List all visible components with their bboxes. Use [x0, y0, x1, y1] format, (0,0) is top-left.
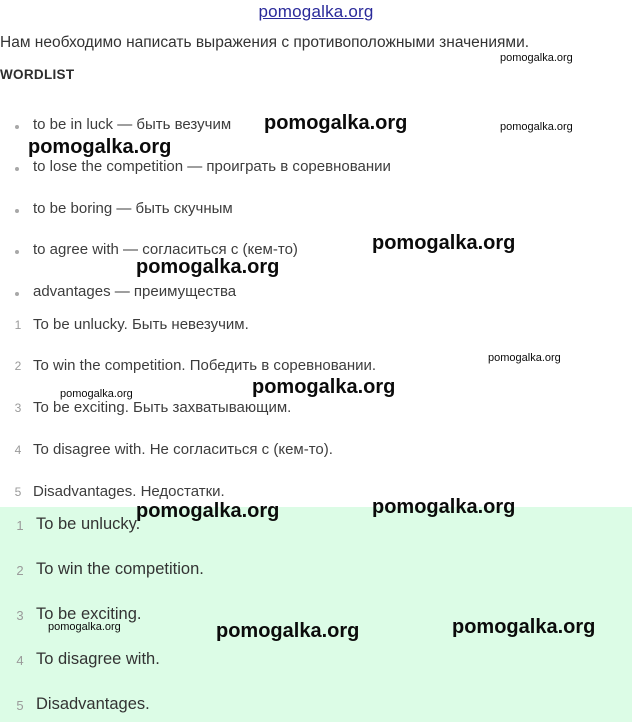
translation-text: To win the competition. Победить в соревновании. [33, 357, 377, 374]
watermark: pomogalka.org [372, 496, 516, 518]
watermark: pomogalka.org [500, 121, 573, 133]
watermark: pomogalka.org [372, 232, 516, 254]
answer-text: To win the competition. [36, 560, 204, 578]
item-number: 3 [16, 608, 24, 623]
answer-text: To disagree with. [36, 650, 160, 668]
wordlist-item-text: to agree with — согласиться с (кем-то) [33, 241, 298, 258]
bullet-icon [15, 125, 19, 129]
answer-text: To be exciting. [36, 605, 142, 623]
item-number: 5 [14, 485, 22, 499]
answer-text: To be unlucky. [36, 515, 141, 533]
wordlist-heading: WORDLIST [0, 67, 75, 82]
watermark: pomogalka.org [500, 52, 573, 64]
watermark: pomogalka.org [452, 616, 596, 638]
watermark: pomogalka.org [28, 136, 172, 158]
watermark: pomogalka.org [48, 621, 121, 633]
intro-text: Нам необходимо написать выражения с противоположными значениями. [0, 34, 530, 51]
item-number: 1 [14, 318, 22, 332]
item-number: 1 [16, 518, 24, 533]
wordlist-item-text: advantages — преимущества [33, 283, 237, 300]
watermark: pomogalka.org [216, 620, 360, 642]
wordlist-item-text: to be in luck — быть везучим [33, 116, 232, 133]
bullet-icon [15, 250, 19, 254]
watermark: pomogalka.org [252, 376, 396, 398]
item-number: 2 [14, 359, 22, 373]
watermark: pomogalka.org [136, 256, 280, 278]
watermark: pomogalka.org [60, 388, 133, 400]
watermark: pomogalka.org [136, 500, 280, 522]
site-title-link[interactable]: pomogalka.org [258, 2, 374, 21]
answer-panel [0, 507, 632, 722]
watermark: pomogalka.org [488, 352, 561, 364]
bullet-icon [15, 167, 19, 171]
watermark: pomogalka.org [264, 112, 408, 134]
item-number: 4 [16, 653, 24, 668]
bullet-icon [15, 292, 19, 296]
item-number: 4 [14, 443, 22, 457]
answer-text: Disadvantages. [36, 695, 150, 713]
translation-text: To be exciting. Быть захватывающим. [33, 399, 292, 416]
translation-text: To be unlucky. Быть невезучим. [33, 316, 249, 333]
item-number: 3 [14, 401, 22, 415]
bullet-icon [15, 209, 19, 213]
wordlist-item-text: to lose the competition — проиграть в соревновании [33, 158, 391, 175]
item-number: 5 [16, 698, 24, 713]
translation-text: Disadvantages. Недостатки. [33, 483, 225, 500]
item-number: 2 [16, 563, 24, 578]
wordlist-item-text: to be boring — быть скучным [33, 200, 233, 217]
translation-text: To disagree with. Не согласиться с (кем-то). [33, 441, 333, 458]
